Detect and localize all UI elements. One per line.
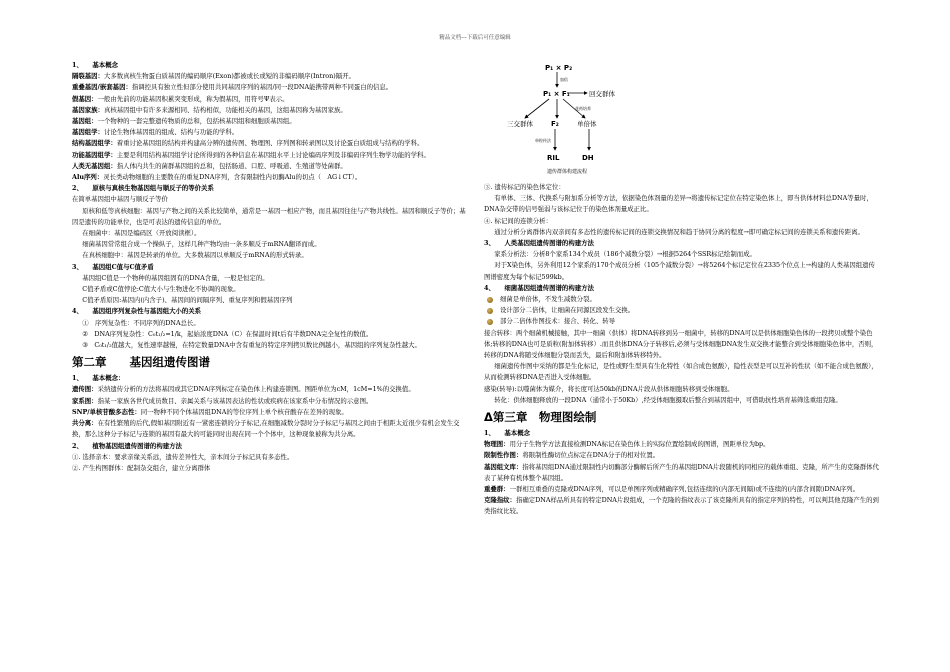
dh-label: DH (582, 154, 594, 162)
left-column (72, 60, 470, 474)
definition: 假基因：一般由先前的功能基因积累突变形成，称为假基因，用符号Ψ表示。 (72, 94, 289, 103)
paragraph: 原核和低等真核细胞：基因与产物之间的关系比较简单，通常是一基因一相应产物，而且基因往往与产物共线性。基因和顺反子等价；基因是遗传的功能单位，也是可表达的遗传信息的单位。 (72, 206, 466, 226)
bullet-item: 部分二倍体作图技术：接合、转化、转导 (484, 316, 880, 327)
paragraph: 基因组C值是一个物种的基因组固有的DNA含量，一般是恒定的。 (82, 273, 269, 282)
paragraph: 在简单基因组中基因与顺反子等价 (72, 195, 168, 204)
definition: 家系图：指某一家族各世代成员数目、亲属关系与该基因表达的性状或疾病在该家系中分布情况的示意图。 (72, 396, 373, 405)
paragraph: 有单体、三体、代换系与附加系分析等方法，依据染色体剂量的差异→将遗传标记定位在特定染色体上，即当供体材料总DNA等量时，DNA杂交带的信号强弱与该标记位于的染色体剂量成正比。 (484, 194, 873, 214)
list-item: ② DNA序列复杂性：C₀t₁/₂=1/k，起始浓度DNA（C）在保温时间t后有半数DNA完全复性的数值。 (82, 329, 373, 338)
definition: 结构基因组学：着重讨论基因组的结构并构建高分辨的遗传图、物理图、序列图和转录图以及讨论蛋白质组成与结构的学科。 (72, 139, 424, 148)
bullet-icon (487, 319, 493, 325)
definition: 功能基因组学：主要是利用结构基因组学讨论所得到的各种信息在基因组水平上讨论编码序列及非编码序列生物学功能的学科。 (72, 150, 430, 159)
paragraph: C值矛盾或C值悖论:C值大小与生物进化不协调的现象。 (82, 285, 240, 294)
definition: 基因家族：真核基因组中有许多来源相同、结构相似，功能相关的基因，这组基因称为基因家族。 (72, 105, 347, 114)
list-item: ③ C₀t₁/₂值越大，复性速率越慢，在特定数量DNA中含有重复的特定序列拷贝数比例越小，基因组的序列复杂性越大。 (82, 341, 421, 350)
paragraph: 对于X染色体，另外利用12个家系的170个成员分析（105个减数分裂）→将5264个标记定位在2335个位点上→构建的人类基因组遗传图谱密度为每个标记599kb。 (484, 261, 875, 281)
list-item: ④. 标记间的连锁分析： (484, 216, 552, 225)
section-title: 1、 基本概念 (484, 429, 530, 438)
definition: 基因组文库：指将基因组DNA通过限制性内切酶部分酶解后所产生的基因组DNA片段随机的同相应的载体重组、克隆，所产生的克隆群体代表了某种有机体整个基因组。 (484, 462, 879, 482)
definition: 遗传图：采纳遗传分析的方法将基因或其它DNA序列标定在染色体上构建连锁图。图距单位为cM，1cM=1%的交换值。 (72, 385, 415, 394)
definition: 克隆指纹：指确定DNA样品所具有的特定DNA片段组成，一个克隆的指纹表示了该克隆所具有的指定序列的特性，可以判其他克隆产生的到类指纹比较。 (484, 496, 879, 516)
definition: 基因组：一个物种的一套完整遗传物质的总和，包括核基因组和细胞质基因组。 (72, 117, 296, 126)
definition: 共分离：在有性繁殖的后代,假如基因附近有一紧密连锁的分子标记,在细胞减数分裂时分子标记与基因之间由于相距太近很少有机会发生交换，那么这种分子标记与连锁的基因有最大的可能同时出现在同一个个体中，这种现象被称为共分离。 (72, 419, 460, 439)
page-header: 精品文档---下载后可任意编辑 (439, 35, 511, 41)
definition: 物理图：用分子生物学方法直接检测DNA标记在染色体上的实际位置绘制成的图谱，图距单位为bp。 (484, 440, 770, 449)
section-title: 4、 基因组序列复杂性与基因组大小的关系 (72, 307, 202, 316)
bullet-item: 细菌是单倍体，不发生减数分裂。 (484, 294, 880, 305)
paragraph: 转化：供体细胞释放的一段DNA（通常小于50Kb）,经受体细胞摄取后整合到基因组中，可借助抗性培育基筛选重组克隆。 (494, 395, 842, 404)
definitions-list-ch1 (72, 71, 470, 183)
section-title: 3、 基因组C值与C值矛盾 (72, 262, 154, 271)
definition: 基因组学：讨论生物体基因组的组成、结构与功能的学科。 (72, 128, 239, 137)
definition: SNP/单核苷酸多态性：同一物种不同个体基因组DNA的等位序列上单个核苷酸存在差异的现象。 (72, 407, 348, 416)
paragraph: C值矛盾原因:基因内(内含子)、基因间的间隔序列、重复序列和假基因序列 (82, 296, 293, 305)
chapter-title: Δ第三章 物理图绘制 (484, 410, 597, 425)
population-diagram (505, 60, 645, 178)
list-item: ②. 产生构图群体：配制杂交组合，建立分离群体 (72, 463, 211, 472)
arrow-to-threecross (525, 99, 549, 118)
list-item: ③. 遗传标记的染色体定位： (484, 183, 565, 191)
f2-label: F₂ (551, 120, 559, 128)
section-title: 1、 基本概念： (72, 374, 125, 383)
paragraph: 通过分析分离群体内双亲间有多态性的遗传标记间的连锁交换情况和趋于协同分离的程度→即可确定标记间的连锁关系和遗传距离。 (494, 227, 864, 236)
side-label: 加倍 (560, 77, 568, 82)
paragraph: 细菌基因常常组合成一个操纵子，这样几种产物均由一条多顺反子mRNA翻译而成。 (82, 240, 321, 249)
bullet-item: 设计部分二倍体，让细菌在同源区段发生交换。 (484, 305, 880, 316)
definition: 重叠基因/嵌套基因：指调控具有独立性但部分使用共同基因序列的基因/同一段DNA能携带两种不同蛋白的信息。 (72, 83, 393, 92)
list-item: ①. 选择亲本：要求亲缘关系远，遗传差异性大，亲本间分子标记具有多态性。 (72, 452, 294, 461)
section-title: 4、 细菌基因组遗传图谱的构建方法 (484, 283, 594, 292)
side-label: 花药培养 (575, 106, 591, 111)
section-title: 1、 基本概念 (72, 61, 118, 69)
parents-label: P₁ × P₂ (545, 64, 573, 72)
haploid-label: 单倍体 (577, 120, 597, 128)
backcross-label: 回交群体 (589, 90, 615, 98)
paragraph: 家系分析法：分析8个家系134个成员（186个减数分裂）→根据5264个SSR标记绘制而成。 (494, 250, 756, 259)
definition: 隔裂基因：大多数真核生物蛋白质基因的编码顺序(Exon)都被或长或短的非编码顺序(Intron)隔开。 (72, 72, 355, 81)
bullet-icon (487, 308, 493, 314)
f1-label: P₁ × F₁ (543, 90, 570, 98)
section-title: 3、 人类基因组遗传图谱的构建方法 (484, 239, 594, 248)
ril-label: RIL (547, 154, 560, 162)
threecross-label: 三交群体 (507, 120, 533, 128)
paragraph: 在真核细胞中：基因是转录的单位。大多数基因以单顺反子mRNA的形式转录。 (82, 251, 308, 260)
paragraph: 感染(转导):以噬菌体为媒介，将长度可达50kb的DNA片段从供体细胞转移到受体细胞。 (484, 384, 734, 393)
chapter-title: 第二章 基因组遗传图谱 (72, 355, 210, 370)
paragraph: 细菌遗传作图中采纳的都是生化标记，是性或野生型具有生化特性（如合成色氨酸），隐性表型是可以互补的性状（如不能合成色氨酸），从而检测转移DNA是否进入受体细胞。 (484, 362, 878, 382)
definition: Alu序列：灵长类动物细胞的主要散在的重复DNA序列，含有限制性内切酶Alu的切点（ AG↓CT）。 (72, 173, 362, 182)
paragraph: 在细菌中：基因是编码区（开放阅读框）。 (82, 229, 201, 238)
right-column (484, 182, 880, 518)
paragraph: 接合转移：两个细菌机械接触，其中一细菌（供体）将DNA转移到另一细菌中，转移的DNA可以是供体细胞染色体的一段拷贝或整个染色体;转移的DNA也可是质粒(附加体转移）.而且供体DNA分子转移后,必须与受体细胞DNA发生双交换才能整合到受体细胞染色体中，否则，转移的DNA将随受体细胞分裂而丢失，最后和附加体转移特外。 (484, 328, 878, 360)
definition: 重叠群：一群相互重叠的克隆或DNA序列，可以是单图序列或精确序列,包括连续的(内部无间隔)或不连续的(内部含间隙)DNA序列。 (484, 485, 859, 494)
section-title: 2、 原核与真核生物基因组与顺反子的等价关系 (72, 184, 214, 193)
section-title: 2、 植物基因组遗传图谱的构建方法 (72, 441, 182, 450)
list-item: ① 序列复杂性：不同序列的DNA总长。 (82, 318, 200, 327)
side-label: 单粒传法 (535, 138, 551, 143)
definition: 限制性作图：将限制性酶切位点标定在DNA分子的相对位置。 (484, 451, 660, 460)
bullet-icon (487, 297, 493, 303)
definition: 人类无基因组：指人体内共生的菌群基因组的总和，包括肠道、口腔、呼吸道、生殖道等处菌群。 (72, 161, 347, 170)
figure-caption: 遗传群体构建流程 (547, 169, 588, 175)
